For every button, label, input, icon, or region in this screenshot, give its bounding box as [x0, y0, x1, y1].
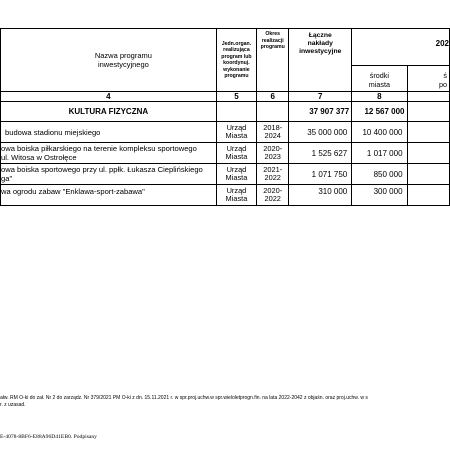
table-row	[1, 122, 450, 143]
empty-cell	[407, 122, 449, 143]
empty-cell	[407, 143, 449, 164]
realization-period: 2020- 2022	[257, 185, 289, 206]
column-number: 8	[352, 92, 407, 102]
empty-cell	[407, 185, 449, 206]
program-name: wa ogrodu zabaw "Enklawa-sport-zabawa"	[1, 185, 217, 206]
program-name: budowa stadionu miejskiego	[1, 122, 217, 143]
empty-cell	[407, 164, 449, 185]
footer-note-continuation: r. z uzasad.	[0, 402, 26, 408]
footer-note: ałw. RM O-ki do zał. Nr 2 do zarządz. Nr 379/2021 PM O-ki z dn. 15.11.2021 r. w spr.proj.uchw.w spr.wieloletprogn.fin. na lata 2022-2042 z objaśn. oraz proj.uchw. w s	[0, 395, 368, 401]
header-total-costs: Łączne nakłady inwestycyjne	[289, 29, 352, 92]
column-number: 7	[289, 92, 352, 102]
header-organizational-unit: Jedn.organ. realizująca program lub koordynuj. wykonanie programu	[216, 29, 256, 92]
section-city-funds: 12 567 000	[352, 102, 407, 122]
column-number: 4	[1, 92, 217, 102]
total-costs: 35 000 000	[289, 122, 352, 143]
table-row	[1, 143, 450, 164]
implementing-unit: Urząd Miasta	[216, 164, 256, 185]
implementing-unit: Urząd Miasta	[216, 122, 256, 143]
program-name: owa boiska sportowego przy ul. ppłk. Łukasza Cieplińskiego ga"	[1, 164, 217, 185]
section-title: KULTURA FIZYCZNA	[1, 102, 217, 122]
header-program-name: Nazwa programu inwestycyjnego	[1, 29, 217, 92]
empty-cell	[257, 102, 289, 122]
investment-program-table	[0, 28, 450, 206]
implementing-unit: Urząd Miasta	[216, 143, 256, 164]
total-costs: 310 000	[289, 185, 352, 206]
empty-cell	[407, 102, 449, 122]
realization-period: 2020- 2023	[257, 143, 289, 164]
header-other-funds: ś po	[407, 66, 449, 92]
realization-period: 2021- 2022	[257, 164, 289, 185]
total-costs: 1 071 750	[289, 164, 352, 185]
total-costs: 1 525 627	[289, 143, 352, 164]
table-row	[1, 164, 450, 185]
header-city-funds: środki miasta	[352, 66, 407, 92]
city-funds: 1 017 000	[352, 143, 407, 164]
column-number: 6	[257, 92, 289, 102]
implementing-unit: Urząd Miasta	[216, 185, 256, 206]
header-year-group: 202	[352, 29, 450, 66]
program-name: owa boiska piłkarskiego na terenie kompleksu sportowego ul. Witosa w Ostrołęce	[1, 143, 217, 164]
table-row	[1, 185, 450, 206]
column-number	[407, 92, 449, 102]
section-total: 37 907 377	[289, 102, 352, 122]
realization-period: 2018- 2024	[257, 122, 289, 143]
city-funds: 300 000	[352, 185, 407, 206]
city-funds: 10 400 000	[352, 122, 407, 143]
city-funds: 850 000	[352, 164, 407, 185]
column-number: 5	[216, 92, 256, 102]
signature-id: E-4078-8BF6-E88A96D41EB0. Podpisany	[0, 434, 97, 440]
header-realization-period: Okres realizacji programu	[257, 29, 289, 92]
empty-cell	[216, 102, 256, 122]
